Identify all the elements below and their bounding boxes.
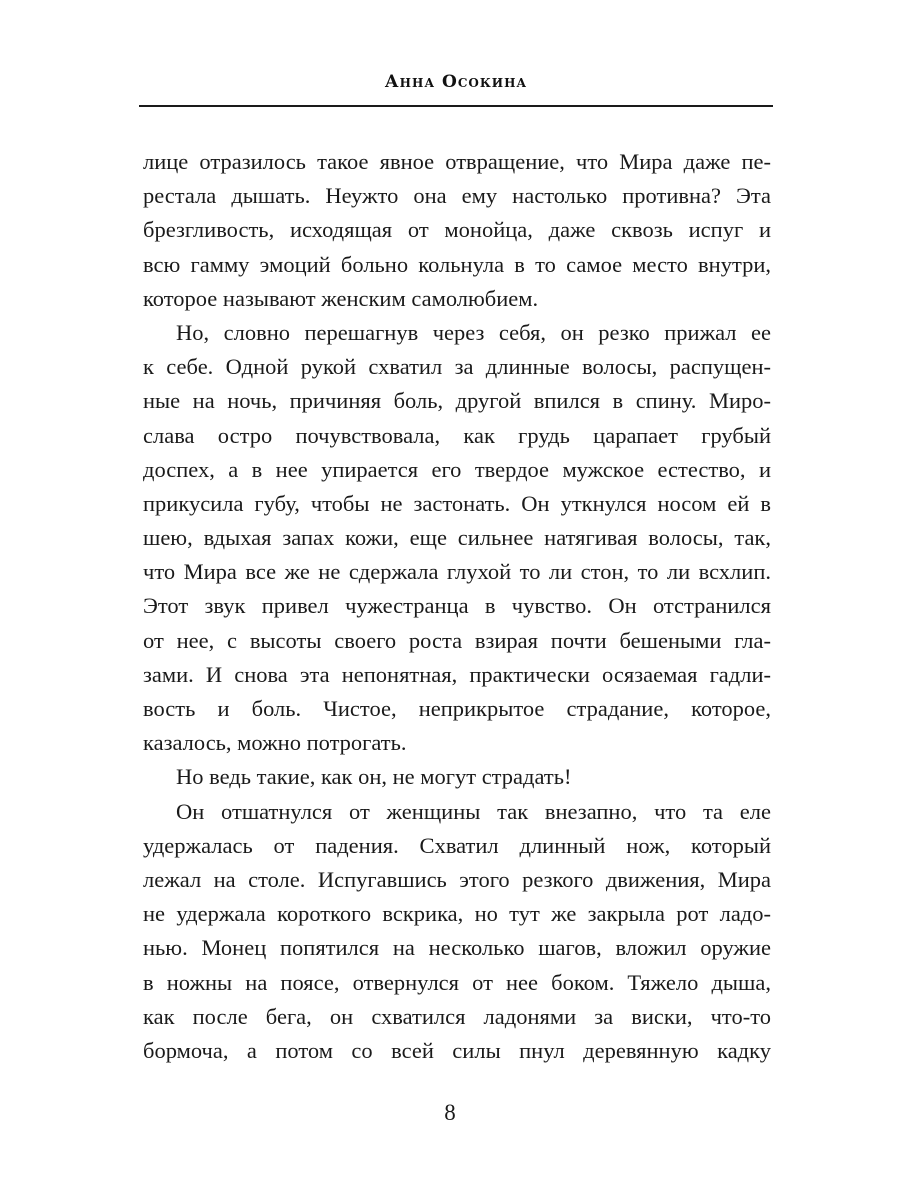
text-line: что Мира все же не сдержала глухой то ли стон, то ли всхлип. [143, 559, 771, 585]
text-line: всю гамму эмоций больно кольнула в то самое место внутри, [143, 251, 771, 277]
text-line: бормоча, а потом со всей силы пнул деревянную кадку [143, 1037, 771, 1063]
text-line: в ножны на поясе, отвернулся от нее боком. Тяжело дыша, [143, 969, 771, 995]
text-line: как после бега, он схватился ладонями за виски, что-то [143, 1003, 771, 1029]
text-line: к себе. Одной рукой схватил за длинные волосы, распущен- [143, 354, 771, 380]
text-line: вость и боль. Чистое, неприкрытое страдание, которое, [143, 696, 771, 721]
text-line: лице отразилось такое явное отвращение, что Мира даже пе- [143, 149, 771, 174]
text-line: лежал на столе. Испугавшись этого резкого движения, Мира [143, 866, 771, 892]
header-rule [139, 105, 773, 107]
text-line: которое называют женским самолюбием. [143, 285, 539, 311]
text-line: Но ведь такие, как он, не могут страдать! [176, 764, 572, 790]
text-line: брезгливость, исходящая от монойца, даже сквозь испуг и [143, 217, 771, 243]
text-line: ные на ночь, причиняя боль, другой впился в спину. Миро- [143, 388, 771, 414]
text-line: прикусила губу, чтобы не застонать. Он уткнулся носом ей в [143, 490, 771, 516]
text-line: нью. Монец попятился на несколько шагов, вложил оружие [143, 935, 771, 961]
text-line: казалось, можно потрогать. [143, 730, 407, 756]
text-line: доспех, а в нее упирается его твердое мужское естество, и [143, 456, 771, 482]
text-line: Он отшатнулся от женщины так внезапно, что та еле [176, 798, 771, 824]
text-line: шею, вдыхая запах кожи, еще сильнее натягивая волосы, так, [143, 525, 771, 551]
text-line: слава остро почувствовала, как грудь царапает грубый [143, 422, 771, 448]
text-line: от нее, с высоты своего роста взирая почти бешеными гла- [143, 627, 771, 653]
running-head-author: Анна Осокина [384, 72, 528, 92]
text-line: Но, словно перешагнув через себя, он резко прижал ее [176, 319, 771, 345]
text-line: зами. И снова эта непонятная, практически осязаемая гадли- [143, 661, 771, 687]
text-line: рестала дышать. Неужто она ему настолько противна? Эта [143, 183, 771, 209]
page-number: 8 [444, 1100, 456, 1125]
text-line: не удержала короткого вскрика, но тут же закрыла рот ладо- [143, 901, 771, 927]
text-line: Этот звук привел чужестранца в чувство. Он отстранился [143, 593, 771, 619]
body-text [143, 145, 771, 1068]
text-line: удержалась от падения. Схватил длинный нож, который [143, 832, 771, 858]
